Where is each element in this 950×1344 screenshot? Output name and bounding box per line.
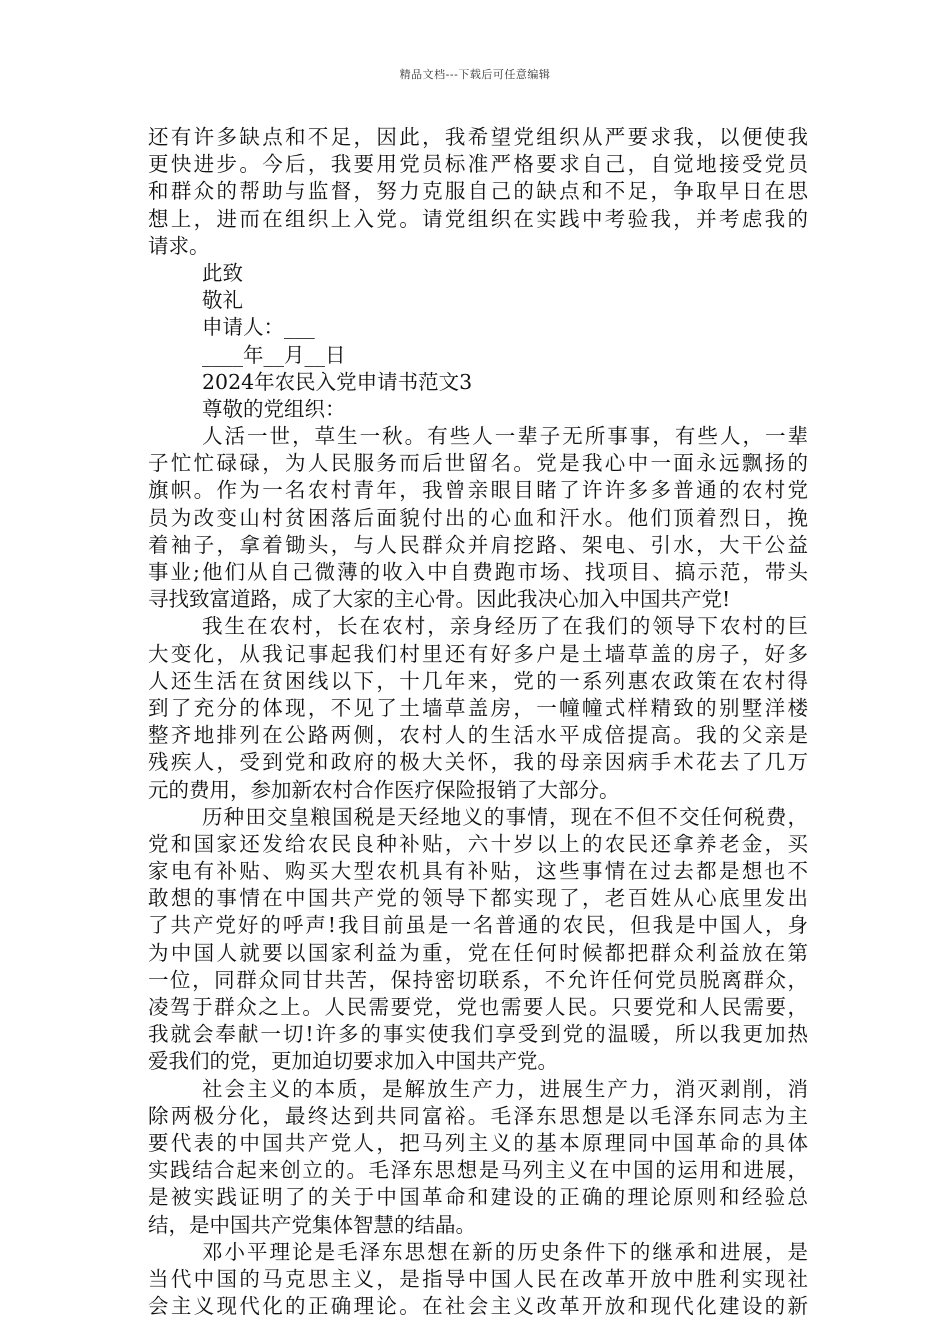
text-line: 着袖子，拿着锄头，与人民群众并肩挖路、架电、引水，大干公益 [148,532,808,557]
text-line: 爱我们的党，更加迫切要求加入中国共产党。 [148,1049,558,1074]
page-header: 精品文档---下载后可任意编辑 [399,68,551,81]
text-line: 残疾人，受到党和政府的极大关怀，我的母亲因病手术花去了几万 [148,750,808,775]
text-line: 是被实践证明了的关于中国革命和建设的正确的理论原则和经验总 [148,1185,808,1210]
text-line: ____年__月__日 [202,342,346,367]
text-line: 子忙忙碌碌，为人民服务而后世留名。党是我心中一面永远飘扬的 [148,451,808,476]
text-line: 一位，同群众同甘共苦，保持密切联系，不允许任何党员脱离群众， [148,967,808,992]
text-line: 会主义现代化的正确理论。在社会主义改革开放和现代化建设的新 [148,1294,808,1319]
text-line: 历种田交皇粮国税是天经地义的事情，现在不但不交任何税费， [202,804,808,829]
text-line: 2024年农民入党申请书范文3 [202,369,473,394]
text-line: 和群众的帮助与监督，努力克服自己的缺点和不足，争取早日在思 [148,179,808,204]
text-line: 当代中国的马克思主义，是指导中国人民在改革开放中胜利实现社 [148,1266,808,1291]
text-line: 除两极分化，最终达到共同富裕。毛泽东思想是以毛泽东同志为主 [148,1103,808,1128]
text-line: 请求。 [148,233,210,258]
text-line: 申请人：___ [202,315,315,340]
text-line: 社会主义的本质，是解放生产力，进展生产力，消灭剥削，消 [202,1076,808,1101]
text-line: 敬礼 [202,288,243,313]
text-line: 想上，进而在组织上入党。请党组织在实践中考验我，并考虑我的 [148,206,808,231]
text-line: 还有许多缺点和不足，因此，我希望党组织从严要求我，以便使我 [148,125,808,149]
text-line: 要代表的中国共产党人，把马列主义的基本原理同中国革命的具体 [148,1130,808,1155]
text-line: 我生在农村，长在农村，亲身经历了在我们的领导下农村的巨 [202,614,808,639]
text-line: 元的费用，参加新农村合作医疗保险报销了大部分。 [148,777,620,802]
text-line: 邓小平理论是毛泽东思想在新的历史条件下的继承和进展，是 [202,1239,808,1264]
text-line: 人活一世，草生一秋。有些人一辈子无所事事，有些人，一辈 [202,424,808,449]
text-line: 党和国家还发给农民良种补贴，六十岁以上的农民还拿养老金，买 [148,831,808,856]
text-line: 了共产党好的呼声!我目前虽是一名普通的农民，但我是中国人，身 [148,913,808,938]
text-line: 更快进步。今后，我要用党员标准严格要求自己，自觉地接受党员 [148,152,808,177]
text-line: 旗帜。作为一名农村青年，我曾亲眼目睹了许许多多普通的农村党 [148,478,808,503]
text-line: 结，是中国共产党集体智慧的结晶。 [148,1212,476,1237]
text-line: 整齐地排列在公路两侧，农村人的生活水平成倍提高。我的父亲是 [148,723,808,748]
text-line: 我就会奉献一切!许多的事实使我们享受到党的温暖，所以我更加热 [148,1022,808,1047]
text-line: 事业;他们从自己微薄的收入中自费跑市场、找项目、搞示范，带头 [148,560,808,584]
text-line: 此致 [202,260,243,285]
text-line: 大变化，从我记事起我们村里还有好多户是土墙草盖的房子，好多 [148,641,808,666]
text-line: 为中国人就要以国家利益为重，党在任何时候都把群众利益放在第 [148,940,808,965]
document-body [148,124,808,1320]
text-line: 员为改变山村贫困落后面貌付出的心血和汗水。他们顶着烈日，挽 [148,505,808,530]
text-line: 凌驾于群众之上。人民需要党，党也需要人民。只要党和人民需要， [148,995,808,1019]
text-line: 敢想的事情在中国共产党的领导下都实现了，老百姓从心底里发出 [148,886,808,911]
text-line: 寻找致富道路，成了大家的主心骨。因此我决心加入中国共产党! [148,587,731,612]
text-line: 到了充分的体现，不见了土墙草盖房，一幢幢式样精致的别墅洋楼 [148,695,808,720]
text-line: 人还生活在贫困线以下，十几年来，党的一系列惠农政策在农村得 [148,668,808,693]
text-line: 家电有补贴、购买大型农机具有补贴，这些事情在过去都是想也不 [148,859,808,884]
text-line: 尊敬的党组织： [202,396,346,421]
text-line: 实践结合起来创立的。毛泽东思想是马列主义在中国的运用和进展， [148,1158,808,1183]
